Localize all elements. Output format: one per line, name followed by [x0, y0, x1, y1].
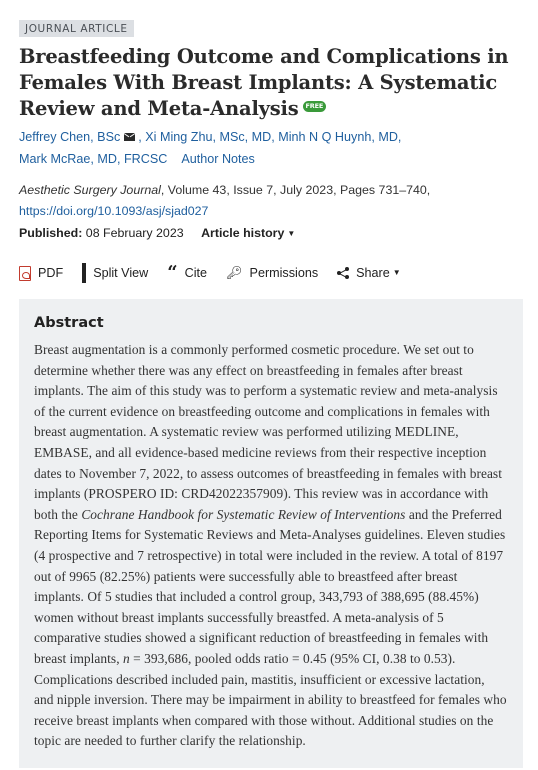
abstract-part-3: = 393,686, pooled odds ratio = 0.45 (95% CI, 0.38 to 0.53). Complications described included pain, mastitis, insufficient or excessive lactation, and nipple inversion. There may be impairment in ability to breastfeed for females who receive breast implants when compared with those without. Additional studies on the topic are needed to further clarify the relationship.	[34, 650, 507, 749]
article-header	[19, 19, 524, 768]
abstract-part-2: and the Preferred Reporting Items for Systematic Reviews and Meta-Analyses guidelines. Eleven studies (4 prospective and 7 retrospective) in total were included in the review. A total of 8197 out of 9965 (82.25%) patients were successfully able to breastfeed after breast implants. Of 5 studies that included a control group, 343,793 of 388,695 (88.45%) women without breast implants successfully breastfed. A meta-analysis of 5 comparative studies showed a significant reduction of breastfeeding in females with breast implants,	[34, 506, 506, 666]
cite-button[interactable]	[167, 262, 208, 283]
article-title	[19, 44, 524, 122]
citation-block	[19, 180, 524, 222]
share-icon	[337, 267, 349, 279]
published-row	[19, 223, 524, 245]
caret-down-icon: ▼	[392, 267, 401, 277]
abstract-section	[19, 299, 523, 768]
published-label: Published:	[19, 226, 83, 240]
caret-down-icon: ▼	[287, 229, 296, 238]
free-access-icon: FREE	[303, 101, 327, 112]
author-list: Jeffrey Chen, BSc , Xi Ming Zhu, MSc, MD, Minh N Q Huynh, MD, Mark McRae, MD, FRCSC Author Notes	[19, 130, 402, 166]
published-date: 08 February 2023	[85, 226, 184, 240]
quote-icon: “	[167, 262, 178, 283]
author-link-2[interactable]: Minh N Q Huynh, MD	[278, 130, 398, 144]
article-history-label: Article history	[201, 226, 285, 240]
pdf-icon	[19, 266, 31, 281]
abstract-part-1: Breast augmentation is a commonly performed cosmetic procedure. We set out to determine whether there was any effect on breastfeeding in females after breast implants. The aim of this study was to perform a systematic review and meta-analysis of the current evidence on breastfeeding outcome and complications in females with breast augmentation. A systematic review was performed utilizing MEDLINE, EMBASE, and all evidence-based medicine reviews from their respective inception dates to November 7, 2022, to assess outcomes of breastfeeding in females with breast implants (PROSPERO ID: CRD42022357909). This review was in accordance with both the	[34, 342, 502, 522]
citation-details: , Volume 43, Issue 7, July 2023, Pages 731–740,	[160, 183, 431, 197]
doi-link[interactable]: https://doi.org/10.1093/asj/sjad027	[19, 204, 209, 218]
abstract-text	[34, 340, 507, 752]
author-link-0[interactable]: Jeffrey Chen, BSc	[19, 130, 121, 144]
author-link-1[interactable]: Xi Ming Zhu, MSc, MD	[145, 130, 272, 144]
share-button[interactable]	[337, 266, 401, 280]
split-view-icon	[82, 263, 86, 283]
split-view-label: Split View	[93, 266, 149, 280]
abstract-italic-2: n	[123, 650, 130, 666]
share-label: Share	[356, 266, 390, 280]
pdf-button[interactable]	[19, 266, 63, 281]
cite-label: Cite	[184, 266, 208, 280]
article-type-badge: JOURNAL ARTICLE	[19, 20, 134, 37]
key-icon: 🔑︎	[226, 265, 243, 280]
pdf-label: PDF	[38, 266, 64, 280]
permissions-button[interactable]	[226, 265, 318, 281]
article-toolbar	[19, 261, 524, 285]
author-link-3[interactable]: Mark McRae, MD, FRCSC	[19, 152, 168, 166]
article-title-text: Breastfeeding Outcome and Complications in Females With Breast Implants: A Systematic Review and Meta-Analysis	[19, 45, 509, 120]
permissions-label: Permissions	[249, 266, 319, 280]
split-view-button[interactable]	[82, 263, 148, 283]
article-history-toggle[interactable]	[201, 226, 295, 240]
journal-name: Aesthetic Surgery Journal	[19, 183, 161, 197]
author-notes-link[interactable]: Author Notes	[181, 152, 255, 166]
abstract-heading: Abstract	[34, 315, 104, 331]
email-icon[interactable]	[124, 133, 135, 141]
abstract-italic-1: Cochrane Handbook for Systematic Review of Interventions	[81, 506, 406, 522]
